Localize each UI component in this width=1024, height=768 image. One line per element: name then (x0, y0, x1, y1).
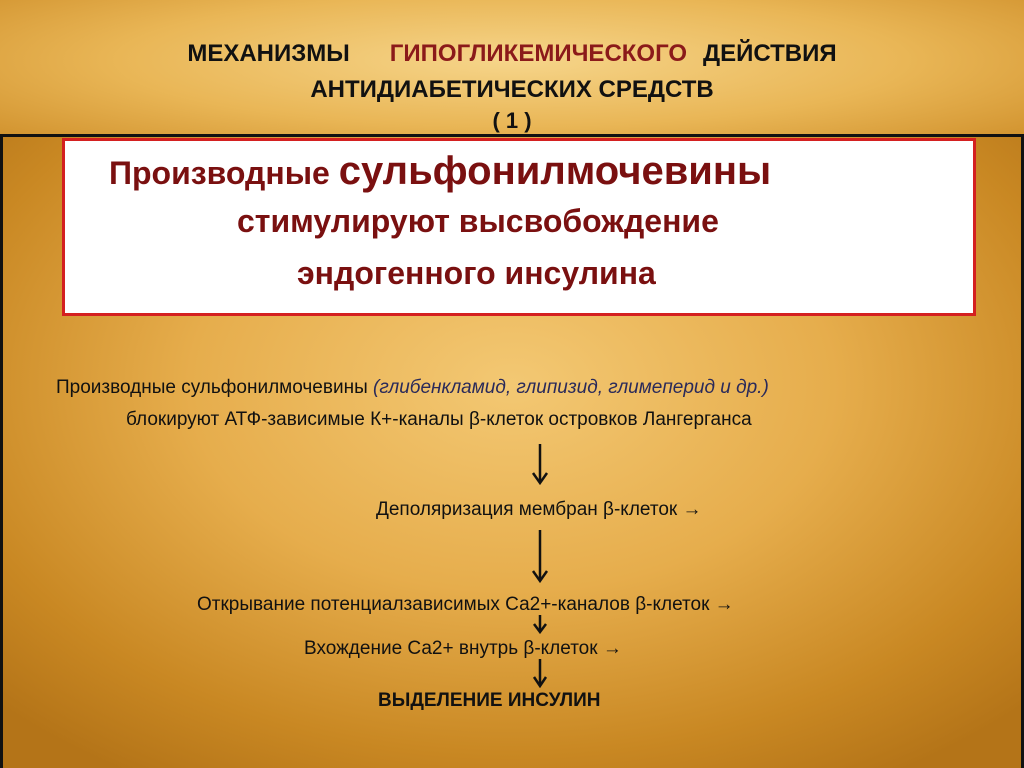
slide-header (0, 0, 1024, 137)
highlight-line2: стимулируют высвобождение (237, 203, 719, 239)
slide-title-line3: ( 1 ) (492, 108, 532, 133)
slide-title-line1 (0, 40, 1024, 68)
flow-result: ВЫДЕЛЕНИЕ ИНСУЛИН (378, 690, 601, 711)
title-part1: МЕХАНИЗМЫ (187, 40, 350, 67)
title-accent-word: ГИПОГЛИКЕМИЧЕСКОГО (389, 40, 688, 67)
flow-step1-line2: блокируют АТФ-зависимые К+-каналы β-клеток островков Лангерганса (126, 409, 752, 430)
highlight-line3: эндогенного инсулина (297, 255, 656, 291)
down-arrow-2 (528, 528, 552, 584)
title-part2: ДЕЙСТВИЯ (703, 40, 837, 67)
down-arrow-1 (528, 442, 552, 486)
highlight-box (62, 138, 976, 316)
flow-step1-text: Производные сульфонилмочевины (56, 377, 368, 398)
highlight-line1-prefix: Производные (109, 155, 330, 191)
flow-step1-line1 (56, 377, 769, 399)
flow-step4: Вхождение Са2+ внутрь β-клеток → (304, 638, 622, 659)
slide-title-line2: АНТИДИАБЕТИЧЕСКИХ СРЕДСТВ (310, 76, 714, 103)
highlight-line1 (109, 149, 771, 194)
down-arrow-4 (528, 658, 552, 688)
highlight-drug-class: сульфонилмочевины (338, 149, 772, 193)
flow-step2: Деполяризация мембран β-клеток → (376, 499, 702, 520)
flow-step1-examples: (глибенкламид, глипизид, глимеперид и др.) (373, 377, 769, 398)
down-arrow-3 (528, 614, 552, 634)
flow-step3: Открывание потенциалзависимых Са2+-каналов β-клеток → (197, 594, 734, 615)
